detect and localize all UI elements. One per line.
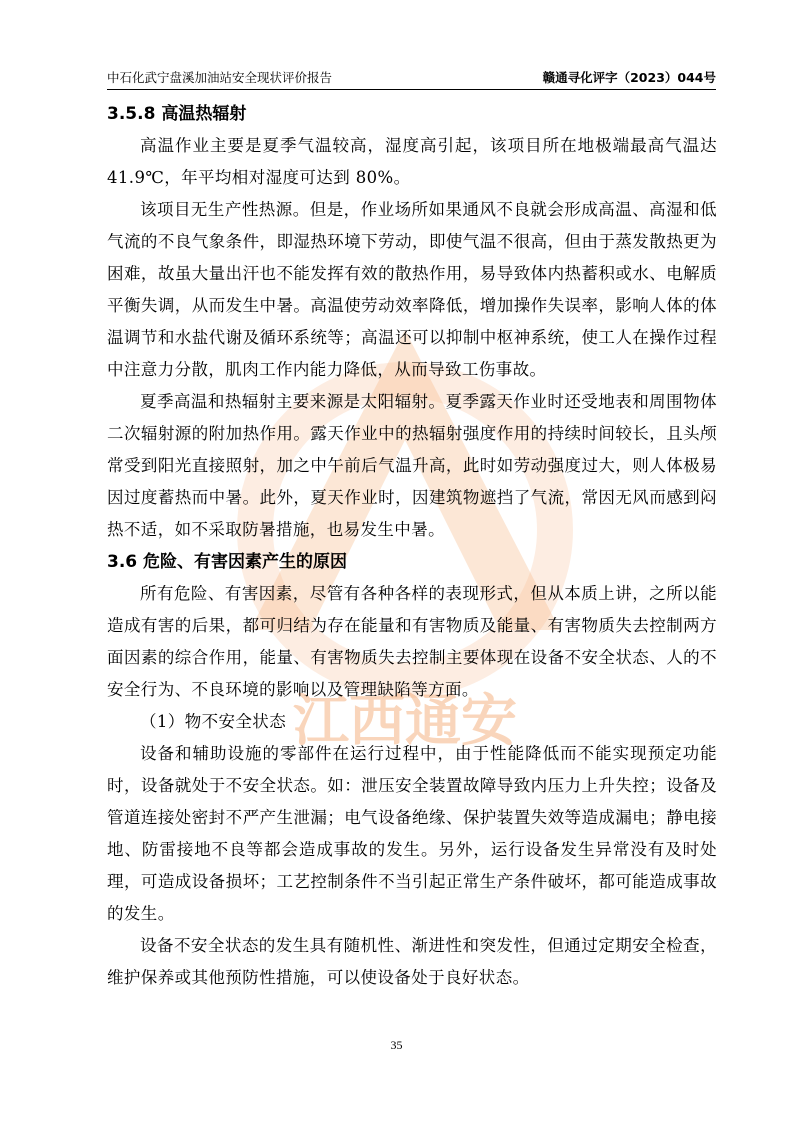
page-number: 35: [390, 1038, 403, 1052]
header-report-number: 赣通寻化评字（2023）044号: [542, 70, 716, 85]
section-heading-3-6: 3.6 危险、有害因素产生的原因: [107, 552, 348, 572]
watermark-text: 江西通安: [293, 689, 517, 754]
body-paragraph: 该项目无生产性热源。但是，作业场所如果通风不良就会形成高温、高湿和低气流的不良气象条件，即湿热环境下劳动，即使气温不很高，但由于蒸发散热更为困难，故虽大量出汗也不能发挥有效的散热作用，易导致体内热蓄积或水、电解质平衡失调，从而发生中暑。高温使劳动效率降低，增加操作失误率，影响人体的体温调节和水盐代谢及循环系统等；高温还可以抑制中枢神系统，使工人在操作过程中注意力分散，肌肉工作内能力降低，从而导致工伤事故。: [107, 200, 717, 379]
body-paragraph: 设备和辅助设施的零部件在运行过程中，由于性能降低而不能实现预定功能时，设备就处于不安全状态。如：泄压安全装置故障导致内压力上升失控；设备及管道连接处密封不严产生泄漏；电气设备绝缘、保护装置失效等造成漏电；静电接地、防雷接地不良等都会造成事故的发生。另外，运行设备发生异常没有及时处理，可造成设备损坏；工艺控制条件不当引起正常生产条件破坏，都可能造成事故的发生。: [107, 744, 717, 923]
page-header: [107, 64, 716, 90]
body-paragraph: 所有危险、有害因素，尽管有各种各样的表现形式，但从本质上讲，之所以能造成有害的后果，都可归结为存在能量和有害物质及能量、有害物质失去控制两方面因素的综合作用，能量、有害物质失去控制主要体现在设备不安全状态、人的不安全行为、不良环境的影响以及管理缺陷等方面。: [107, 584, 717, 699]
body-paragraph: 夏季高温和热辐射主要来源是太阳辐射。夏季露天作业时还受地表和周围物体二次辐射源的附加热作用。露天作业中的热辐射强度作用的持续时间较长，且头颅常受到阳光直接照射，加之中午前后气温升高，此时如劳动强度过大，则人体极易因过度蓄热而中暑。此外，夏天作业时，因建筑物遮挡了气流，常因无风而感到闷热不适，如不采取防暑措施，也易发生中暑。: [107, 392, 717, 539]
header-report-title: 中石化武宁盘溪加油站安全现状评价报告: [107, 70, 333, 85]
section-heading-3-5-8: 3.5.8 高温热辐射: [107, 104, 247, 124]
page-content: [107, 98, 717, 994]
subheading-unsafe-state: （1）物不安全状态: [140, 712, 287, 731]
body-paragraph: 设备不安全状态的发生具有随机性、渐进性和突发性，但通过定期安全检查，维护保养或其他预防性措施，可以使设备处于良好状态。: [107, 936, 717, 987]
body-paragraph: 高温作业主要是夏季气温较高，湿度高引起，该项目所在地极端最高气温达 41.9℃，年平均相对湿度可达到 80%。: [107, 136, 717, 187]
